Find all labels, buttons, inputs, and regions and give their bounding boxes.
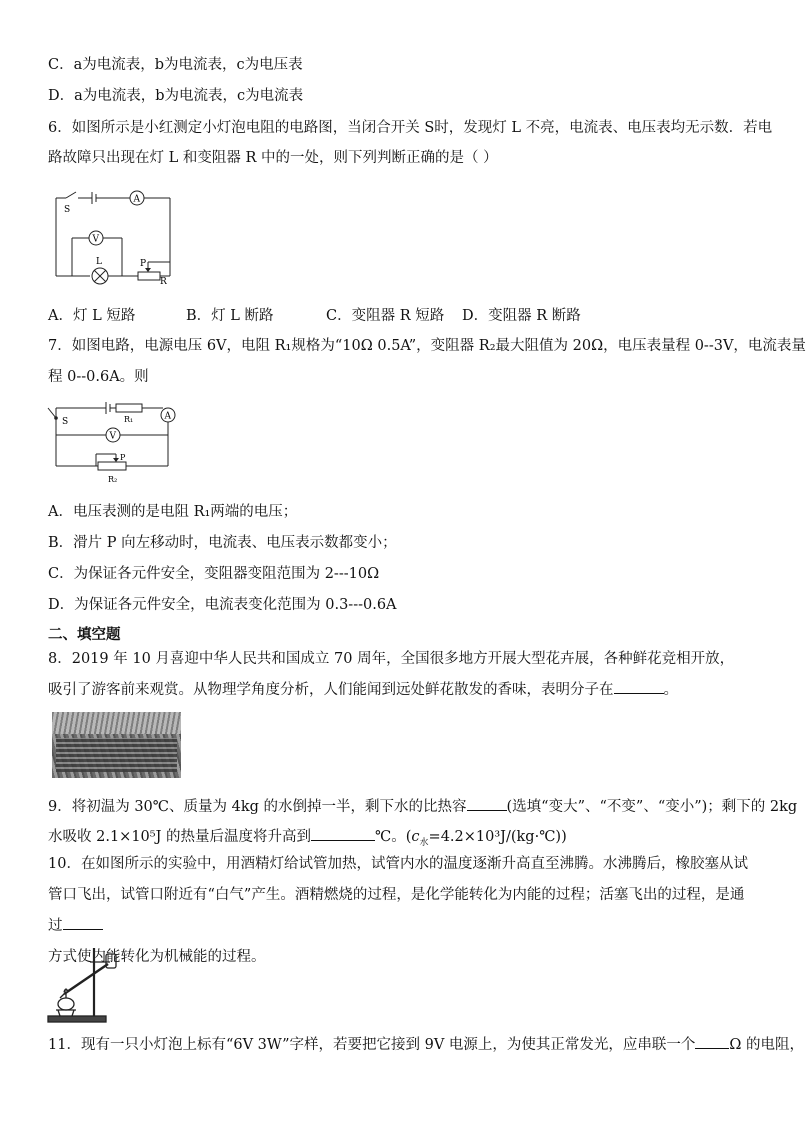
q5-option-c: C．a为电流表，b为电流表，c为电压表: [48, 57, 303, 73]
q8-text-b: 。: [663, 682, 678, 698]
q7-stem-line1: 7．如图电路，电源电压 6V，电阻 R₁规格为“10Ω 0.5A”，变阻器 R₂最大阻值为 20Ω，电压表量程 0--3V，电流表量: [48, 338, 806, 354]
q6-option-b: B．灯 L 断路: [186, 308, 274, 324]
q7-label-p: P: [120, 453, 126, 462]
q9-line2-a: 水吸收 2.1×10⁵J 的热量后温度将升高到: [48, 829, 312, 845]
section-heading-fill-in: 二、填空题: [48, 626, 121, 643]
q11-line: [48, 1032, 804, 1055]
q6-label-l: L: [96, 257, 102, 267]
q10-text: [48, 849, 748, 973]
q7-resistor-r1: [116, 404, 142, 412]
q8-text-a: 8．2019 年 10 月喜迎中华人民共和国成立 70 周年，全国很多地方开展大型花卉展，各种鲜花竞相开放，吸引了游客前来观赏。从物理学角度分析，人们能闻到远处鲜花散发的香味，表明分子在: [48, 651, 735, 698]
q6-circuit-diagram: [48, 180, 188, 285]
q6-option-c: C．变阻器 R 短路: [326, 308, 445, 324]
q11-text-a: 11．现有一只小灯泡上标有“6V 3W”字样，若要把它接到 9V 电源上，为使其正常发光，应串联一个: [48, 1037, 696, 1053]
q8-flower-photo: [52, 712, 181, 778]
q9-line1: [48, 794, 797, 817]
q6-label-p: P: [140, 259, 147, 269]
q6-label-a: A: [133, 194, 140, 205]
q7-label-s: S: [62, 417, 69, 427]
q9-c-subscript: 水: [419, 837, 429, 848]
q6-switch: [66, 192, 76, 198]
q6-stem-line1: 6．如图所示是小红测定小灯泡电阻的电路图，当闭合开关 S时，发现灯 L 不亮，电流表、电压表均无示数．若电: [48, 120, 773, 136]
q9-line1-a: 9．将初温为 30℃、质量为 4kg 的水倒掉一半，剩下水的比热容: [48, 799, 467, 815]
q10-text-b: 方式使内能转化为机械能的过程。: [48, 949, 266, 965]
q9-c-symbol: c: [411, 829, 420, 845]
q7-option-c: C．为保证各元件安全，变阻器变阻范围为 2---10Ω: [48, 566, 380, 582]
q9-line2-b: ℃。(: [375, 829, 412, 845]
q5-option-d: D．a为电流表，b为电流表，c为电流表: [48, 88, 304, 104]
q7-label-r1: R₁: [124, 415, 134, 424]
q11-answer-blank[interactable]: [695, 1032, 729, 1049]
q6-label-v: V: [92, 234, 99, 245]
q11-text-b: Ω 的电阻，: [729, 1037, 805, 1053]
q7-label-v: V: [109, 431, 116, 442]
q10-answer-blank[interactable]: [63, 913, 103, 930]
q7-option-a: A．电压表测的是电阻 R₁两端的电压；: [48, 504, 298, 520]
q7-circuit-diagram: [48, 398, 183, 488]
q7-label-a: A: [164, 411, 171, 422]
q7-switch: [48, 408, 56, 418]
q7-label-r2: R₂: [108, 475, 118, 484]
q6-stem-line2: 路故障只出现在灯 L 和变阻器 R 中的一处，则下列判断正确的是（ ）: [48, 150, 498, 166]
q7-stem-line2: 程 0--0.6A。则: [48, 369, 149, 385]
q6-option-a: A．灯 L 短路: [48, 308, 136, 324]
q8-text: [48, 644, 748, 706]
q7-option-d: D．为保证各元件安全，电流表变化范围为 0.3---0.6A: [48, 597, 397, 613]
q6-label-r: R: [160, 277, 167, 287]
q9-line2-c: =4.2×10³J/(kg·℃)): [428, 829, 567, 845]
q7-option-b: B．滑片 P 向左移动时，电流表、电压表示数都变小；: [48, 535, 397, 551]
q10-text-a: 10．在如图所示的实验中，用酒精灯给试管加热，试管内水的温度逐渐升高直至沸腾。水沸腾后，橡胶塞从试管口飞出，试管口附近有“白气”产生。酒精燃烧的过程，是化学能转化为内能的过程；活塞飞出的过程，是通过: [48, 856, 748, 934]
q10-apparatus-diagram: [46, 942, 126, 1024]
q9-answer-blank-2[interactable]: [311, 824, 375, 841]
q8-answer-blank[interactable]: [614, 677, 664, 694]
q6-label-s: S: [64, 205, 71, 215]
q9-line1-b: (选填“变大”、“不变”、“变小”)；剩下的 2kg: [506, 799, 798, 815]
q6-option-d: D．变阻器 R 断路: [462, 308, 581, 324]
q6-rheostat: [138, 272, 160, 280]
q9-answer-blank-1[interactable]: [467, 794, 507, 811]
q7-rheostat-r2: [98, 462, 126, 470]
